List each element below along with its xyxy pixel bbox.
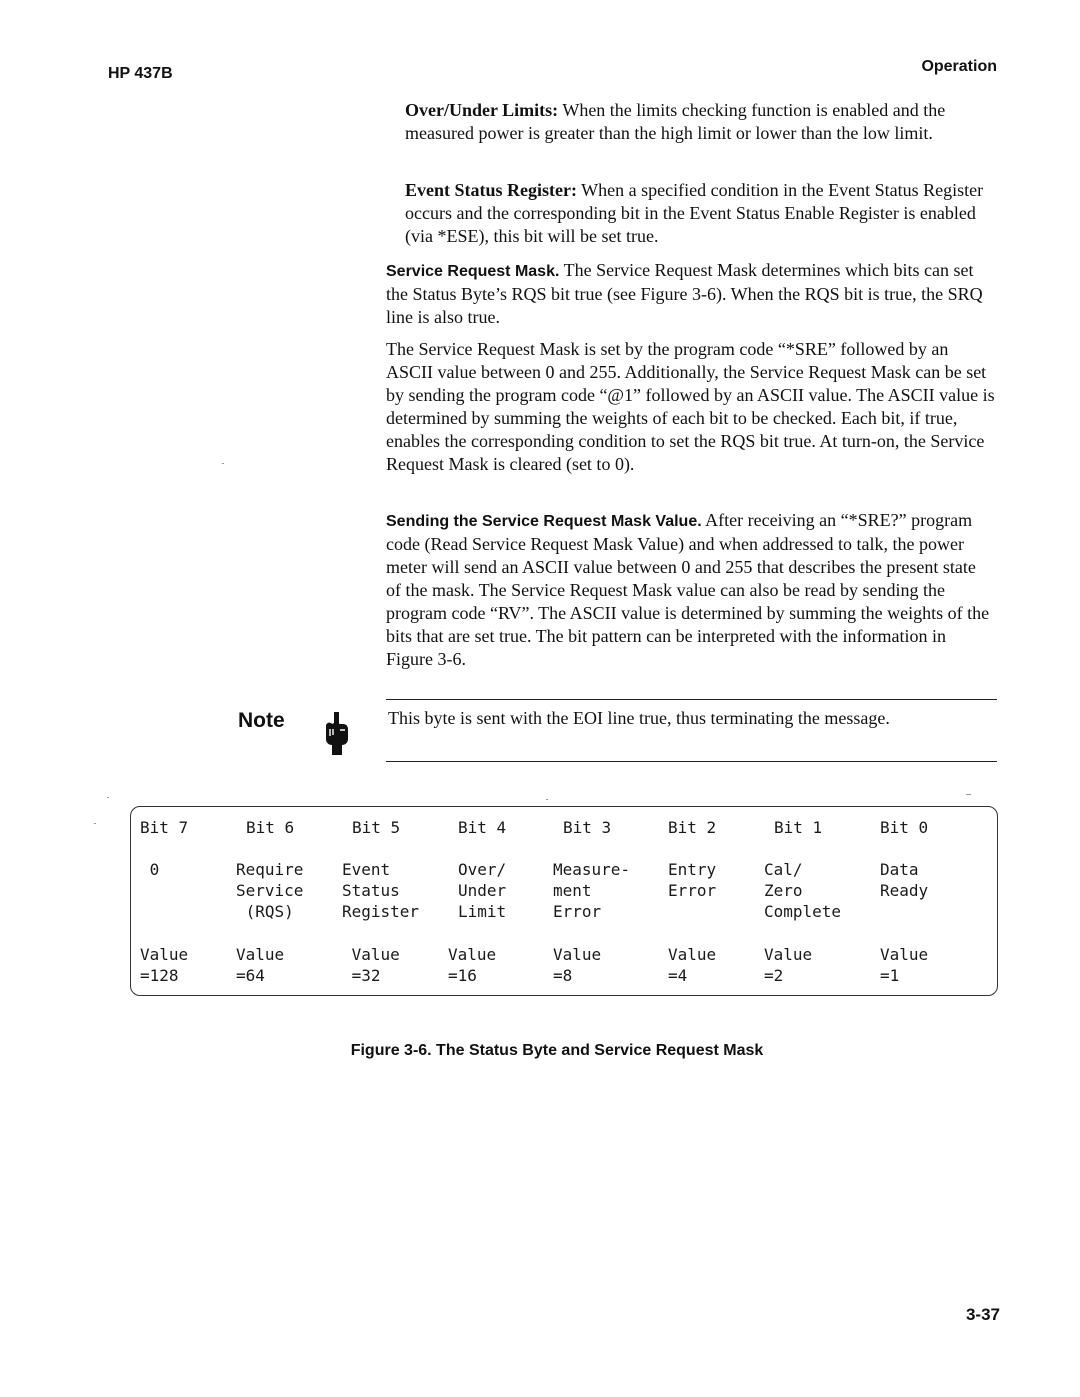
bit-header: Bit 7 <box>140 818 189 837</box>
paragraph-sending-mask <box>386 509 995 671</box>
bit-header: Bit 3 <box>563 818 612 837</box>
bit-header: Bit 6 <box>246 818 295 837</box>
bit-value-label: Value <box>448 945 497 964</box>
paragraph-text: The Service Request Mask determines which bits can set the Status Byte’s RQS bit true (see Figure 3-6). When the RQS bit is true, the SRQ line is also true. <box>386 260 983 327</box>
bit-description: Entry Error <box>668 860 717 900</box>
page-number: 3-37 <box>965 1305 1000 1324</box>
header-section: Operation <box>921 58 997 75</box>
bit-description: 0 <box>140 860 160 879</box>
bit-weight: =64 <box>236 966 265 985</box>
bit-value-label: Value <box>880 945 929 964</box>
paragraph-over-under-limits <box>405 99 995 145</box>
paragraph-service-request-mask <box>386 259 995 329</box>
paragraph-event-status-register <box>405 179 995 248</box>
bit-description: Over/ Under Limit <box>458 860 507 921</box>
note-text: This byte is sent with the EOI line true, thus terminating the message. <box>388 708 890 728</box>
bit-header: Bit 2 <box>668 818 717 837</box>
bit-header: Bit 4 <box>458 818 507 837</box>
paragraph-text: The Service Request Mask is set by the program code “*SRE” followed by an ASCII value between 0 and 255. Additionally, the Service Request Mask can be set by sending the program code “@1” followed by an ASCII value. The ASCII value is determined by summing the weights of each bit to be checked. Each bit, if true, enables the corresponding condition to set the RQS bit true. At turn-on, the Service Request Mask is cleared (set to 0). <box>386 339 995 474</box>
bit-header: Bit 1 <box>774 818 823 837</box>
scan-speck <box>546 799 548 800</box>
paragraph-text: When the limits checking function is enabled and the measured power is greater than the high limit or lower than the low limit. <box>405 100 946 143</box>
bit-value-label: Value <box>342 945 400 964</box>
bit-value-label: Value <box>668 945 717 964</box>
scan-speck <box>107 797 109 798</box>
paragraph-mask-set <box>386 338 995 476</box>
bit-weight: =32 <box>342 966 381 985</box>
scan-speck <box>222 463 224 464</box>
term-event-status-register: Event Status Register: <box>405 180 577 200</box>
bit-description: Cal/ Zero Complete <box>764 860 842 921</box>
bit-weight: =8 <box>553 966 573 985</box>
bit-weight: =1 <box>880 966 900 985</box>
note-label: Note <box>238 709 285 732</box>
bit-value-label: Value <box>140 945 189 964</box>
bit-weight: =4 <box>668 966 688 985</box>
bit-description: Require Service (RQS) <box>236 860 304 921</box>
scan-speck <box>966 794 971 795</box>
bit-header: Bit 0 <box>880 818 929 837</box>
bit-value-label: Value <box>236 945 285 964</box>
heading-sending-mask: Sending the Service Request Mask Value. <box>386 513 702 530</box>
bit-description: Data Ready <box>880 860 929 900</box>
bit-weight: =128 <box>140 966 179 985</box>
term-over-under-limits: Over/Under Limits: <box>405 100 559 120</box>
bit-description: Event Status Register <box>342 860 420 921</box>
note-rule-top <box>386 699 997 700</box>
bit-weight: =16 <box>448 966 477 985</box>
bit-description: Measure- ment Error <box>553 860 631 921</box>
header-model: HP 437B <box>108 65 173 82</box>
bit-weight: =2 <box>764 966 784 985</box>
heading-service-request-mask: Service Request Mask. <box>386 263 560 280</box>
bit-value-label: Value <box>553 945 602 964</box>
bit-header: Bit 5 <box>352 818 401 837</box>
paragraph-text: When a specified condition in the Event Status Register occurs and the corresponding bit in the Event Status Enable Register is enabled (via *ESE), this bit will be set true. <box>405 180 984 246</box>
note-rule-bottom <box>386 761 997 762</box>
pointing-hand-icon <box>320 709 356 757</box>
paragraph-text: After receiving an “*SRE?” program code (Read Service Request Mask Value) and when addressed to talk, the power meter will send an ASCII value between 0 and 255 that describes the present state of the mask. The Service Request Mask value can also be read by sending the program code “RV”. The ASCII value is determined by summing the weights of the bits that are set true. The bit pattern can be interpreted with the information in Figure 3-6. <box>386 510 990 669</box>
scan-speck <box>94 823 96 824</box>
bit-value-label: Value <box>764 945 813 964</box>
figure-caption: Figure 3-6. The Status Byte and Service Request Mask <box>350 1042 764 1059</box>
